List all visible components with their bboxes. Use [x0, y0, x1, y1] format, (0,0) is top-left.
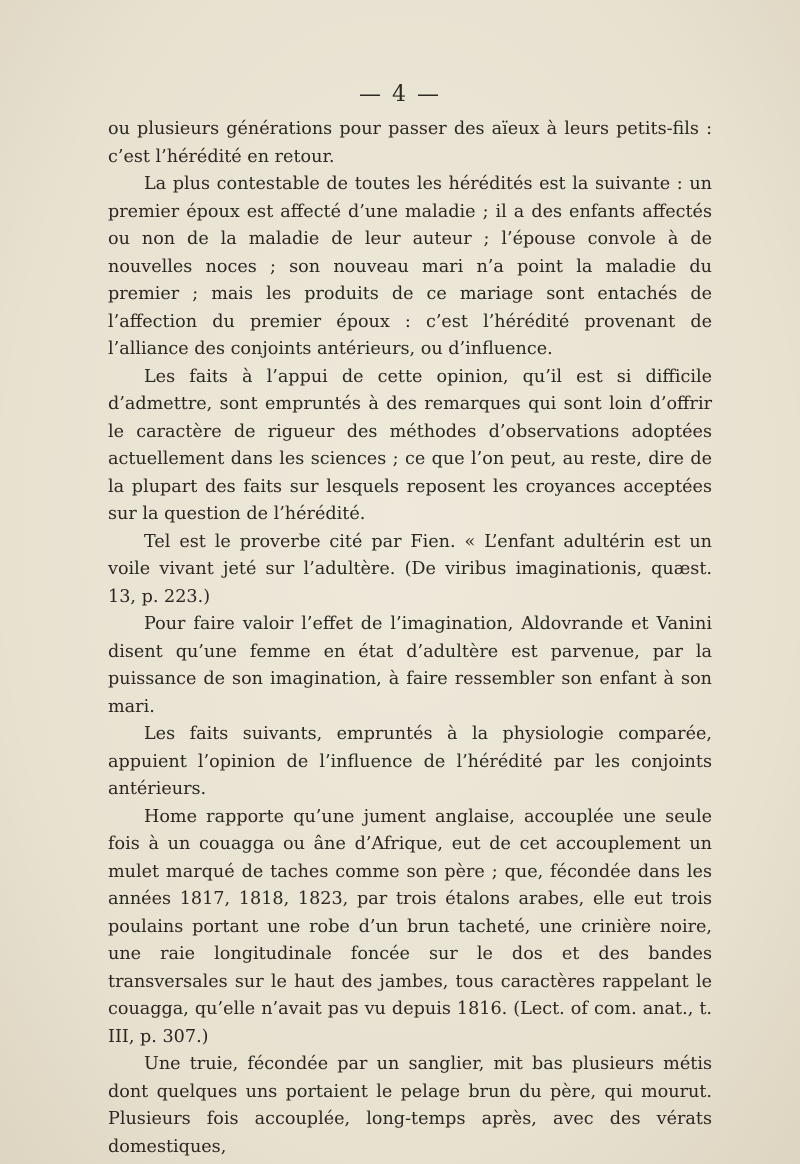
body-text: [108, 116, 712, 1161]
paragraph-sow: Une truie, fécondée par un sanglier, mit bas plusieurs métis dont quelques uns portaient le pelage brun du père, qui mourut. Plusieurs fois accouplée, long-temps après, avec des vérats domestiques,: [108, 1054, 712, 1157]
paragraph-comparative-physiology: Les faits suivants, empruntés à la physiologie comparée, appuient l’opinion de l’influence de l’hérédité par les conjoints antérieurs.: [108, 724, 712, 799]
paragraph-imagination: Pour faire valoir l’effet de l’imagination, Aldovrande et Vanini disent qu’une femme en état d’adultère est parvenue, par la puissance de son imagination, à faire ressembler son enfant à son mari.: [108, 614, 712, 717]
page-number: — 4 —: [359, 82, 441, 107]
paragraph-proverb-fien: Tel est le proverbe cité par Fien. « L’enfant adultérin est un voile vivant jeté sur l’adultère. (De viribus imaginationis, quæst. 13, p. 223.): [108, 531, 712, 607]
paragraph-heredity-influence: La plus contestable de toutes les hérédités est la suivante : un premier époux est affecté d’une maladie ; il a des enfants affectés ou non de la maladie de leur auteur ; l’épouse convole à de nouvelles noces ; son nouveau mari n’a point la maladie du premier ; mais les produits de ce mariage sont entachés de l’affection du premier époux : c’est l’hérédité provenant de l’alliance des conjoints antérieurs, ou d’influence.: [108, 174, 712, 359]
paragraph-facts-support: Les faits à l’appui de cette opinion, qu’il est si difficile d’admettre, sont empruntés à des remarques qui sont loin d’offrir le caractère de rigueur des méthodes d’observations adoptées actuellement dans les sciences ; ce que l’on peut, au reste, dire de la plupart des faits sur lesquels reposent les croyances acceptées sur la question de l’hérédité.: [108, 366, 712, 524]
paragraph-home-mare: Home rapporte qu’une jument anglaise, accouplée une seule fois à un couagga ou âne d’Afrique, eut de cet accouplement un mulet marqué de taches comme son père ; que, fécondée dans les années 1817, 1818, 1823, par trois étalons arabes, elle eut trois poulains portant une robe d’un brun tacheté, une crinière noire, une raie longitudinale foncée sur le dos et des bandes transversales sur le haut des jambes, tous caractères rappelant le couagga, qu’elle n’avait pas vu depuis 1816. (Lect. of com. anat., t. III, p. 307.): [108, 806, 712, 1047]
paragraph-continuation: ou plusieurs générations pour passer des aïeux à leurs petits-fils : c’est l’hérédité en retour.: [108, 119, 712, 167]
